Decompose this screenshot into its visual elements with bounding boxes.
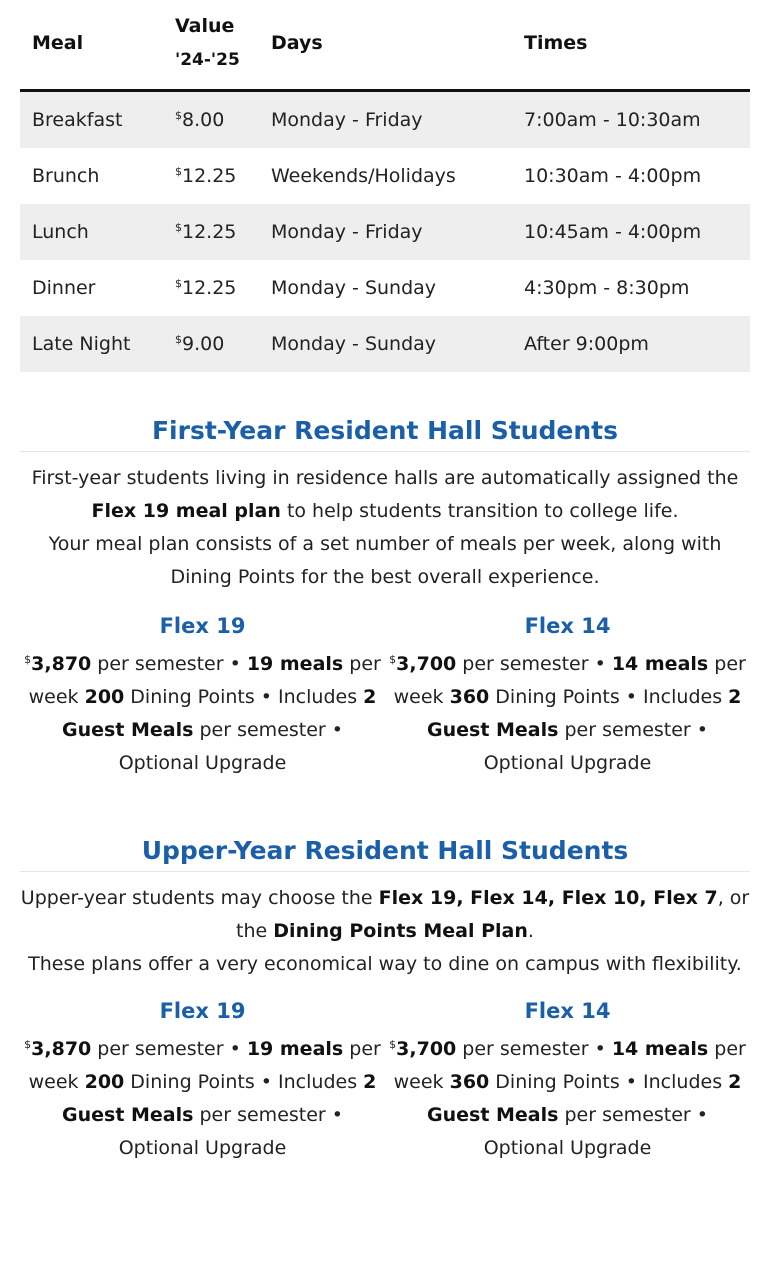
plan-details: $3,870 per semester • 19 meals per week 200 Dining Points • Includes 2 Guest Meals per semester • Optional Upgrade xyxy=(24,1038,381,1159)
plan-title: Flex 14 xyxy=(524,614,611,638)
meal-value-table xyxy=(20,0,750,372)
page-content xyxy=(20,0,750,1165)
header-meal: Meal xyxy=(32,32,84,54)
plan-details: $3,700 per semester • 14 meals per week 360 Dining Points • Includes 2 Guest Meals per semester • Optional Upgrade xyxy=(389,653,746,774)
plan-card-flex-19 xyxy=(20,610,385,780)
first-year-plans xyxy=(20,610,750,780)
table-row xyxy=(20,91,750,149)
meal-value: $9.00 xyxy=(175,333,225,355)
meal-times: 10:45am - 4:00pm xyxy=(524,221,702,243)
meal-name: Dinner xyxy=(32,277,96,299)
meal-times: 10:30am - 4:00pm xyxy=(524,165,702,187)
plan-title: Flex 19 xyxy=(159,614,246,638)
meal-name: Lunch xyxy=(32,221,89,243)
meal-name: Brunch xyxy=(32,165,100,187)
meal-days: Monday - Sunday xyxy=(271,277,437,299)
plan-details: $3,700 per semester • 14 meals per week 360 Dining Points • Includes 2 Guest Meals per semester • Optional Upgrade xyxy=(389,1038,746,1159)
meal-days: Monday - Sunday xyxy=(271,333,437,355)
meal-times: After 9:00pm xyxy=(524,333,649,355)
table-row xyxy=(20,260,750,316)
plan-title: Flex 14 xyxy=(524,999,611,1023)
meal-days: Monday - Friday xyxy=(271,221,423,243)
table-row xyxy=(20,148,750,204)
header-days: Days xyxy=(271,32,323,54)
plan-title: Flex 19 xyxy=(159,999,246,1023)
table-row xyxy=(20,316,750,372)
meal-value: $8.00 xyxy=(175,109,225,131)
table-header-row xyxy=(20,0,750,91)
meal-name: Late Night xyxy=(32,333,131,355)
upper-year-heading: Upper-Year Resident Hall Students xyxy=(20,836,750,872)
plan-card-flex-14 xyxy=(385,995,750,1165)
upper-year-intro: Upper-year students may choose the Flex 19, Flex 14, Flex 10, Flex 7, or the Dining Points Meal Plan. These plans offer a very economical way to dine on campus with flexibility. xyxy=(20,887,750,975)
meal-times: 7:00am - 10:30am xyxy=(524,109,701,131)
plan-card-flex-19 xyxy=(20,995,385,1165)
upper-year-plans xyxy=(20,995,750,1165)
first-year-intro: First-year students living in residence halls are automatically assigned the Flex 19 meal plan to help students transition to college life. Your meal plan consists of a set number of meals per week, along with Dining Points for the best overall experience. xyxy=(31,467,739,588)
header-times: Times xyxy=(524,32,588,54)
plan-details: $3,870 per semester • 19 meals per week 200 Dining Points • Includes 2 Guest Meals per semester • Optional Upgrade xyxy=(24,653,381,774)
header-value: Value '24-'25 xyxy=(175,15,240,70)
meal-times: 4:30pm - 8:30pm xyxy=(524,277,690,299)
table-row xyxy=(20,204,750,260)
first-year-heading: First-Year Resident Hall Students xyxy=(20,416,750,452)
meal-value: $12.25 xyxy=(175,221,237,243)
meal-days: Monday - Friday xyxy=(271,109,423,131)
meal-name: Breakfast xyxy=(32,109,123,131)
meal-days: Weekends/Holidays xyxy=(271,165,456,187)
meal-value: $12.25 xyxy=(175,277,237,299)
plan-card-flex-14 xyxy=(385,610,750,780)
meal-value: $12.25 xyxy=(175,165,237,187)
